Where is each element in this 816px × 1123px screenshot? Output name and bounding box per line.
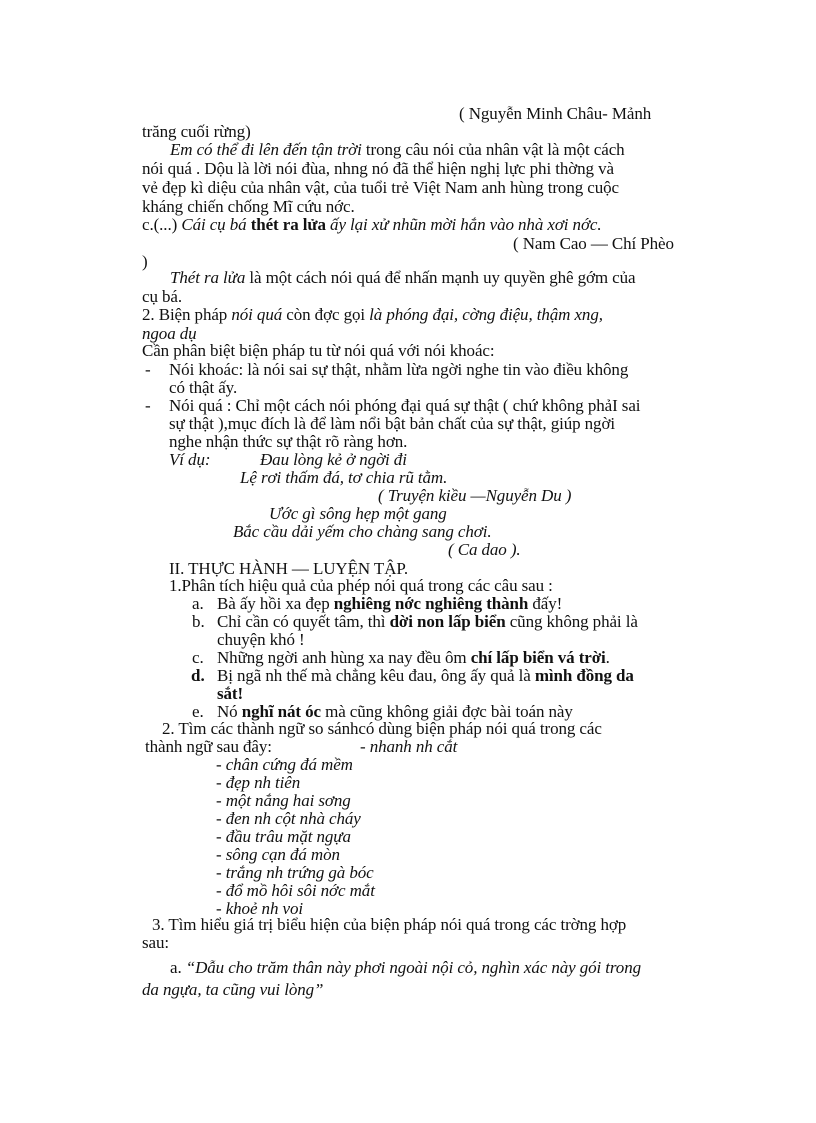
quoted-phrase: Em có thể đi lên đến tận trời [170,140,362,159]
idiom-item: - đầu trâu mặt ngựa [216,827,351,846]
example-label: Ví dụ: [169,450,211,469]
bullet-dash-1: - [145,360,151,379]
text-run: đấy! [528,594,563,613]
idiom-item: - trắng nh trứng gà bóc [216,863,374,882]
exercise-1-item-a-marker: a. [192,594,204,613]
poem-1-source: ( Truyện kiều —Nguyễn Du ) [378,486,572,505]
exercise-1-item-d-marker: d. [191,666,205,685]
exercise-1-item-d-cont: sắt! [217,684,244,703]
poem-1-line-1: Đau lòng kẻ ở ngời đi [260,450,407,469]
paragraph-1-line-1 [170,140,625,159]
quote-text: “Dẫu cho trăm thân này phơi ngoài nội cỏ, nghìn xác này gói trong [185,958,641,977]
section-2-heading-cont: ngoa dụ [142,324,197,343]
exercise-1-item-c [217,648,610,667]
idiom-item: - chân cứng đá mềm [216,755,353,774]
distinguish-intro: Cần phân biệt biện pháp tu từ nói quá với nói khoác: [142,341,495,360]
section-2-heading [142,305,603,324]
text-run: Chỉ cần có quyết tâm, thì [217,612,390,631]
poem-2-source: ( Ca dao ). [448,540,521,559]
exercise-1-item-d [217,666,634,685]
text-run: 2. Biện pháp [142,305,232,324]
bold-phrase: chí lấp biển vá trời [470,648,606,667]
poem-1-line-2: Lệ rơi thấm đá, tơ chia rũ tằm. [240,468,448,487]
bold-phrase: dời non lấp biển [389,612,506,631]
paragraph-1-line-3: vẻ đẹp kì diệu của nhân vật, của tuổi trẻ Việt Nam anh hùng trong cuộc [142,178,619,197]
section-title: II. THỰC HÀNH — LUYỆN TẬP. [169,559,408,578]
example-c-source: ( Nam Cao — Chí Phèo [513,234,674,253]
exercise-2-line-1: 2. Tìm các thành ngữ so sánhcó dùng biện pháp nói quá trong các [162,719,602,738]
bullet-1-line-1: Nói khoác: là nói sai sự thật, nhằm lừa ngời nghe tin vào điều không [169,360,629,379]
exercise-3a-line-1 [170,958,641,977]
exercise-3-line-2: sau: [142,933,169,952]
term: nói quá [231,305,283,324]
exercise-1-item-b [217,612,638,631]
bold-phrase: thét ra lửa [250,215,326,234]
exercise-1-item-c-marker: c. [192,648,204,667]
exercise-1-item-a [217,594,562,613]
text-run: ấy lại xử nhũn mời hắn vào nhà xơi nớc. [325,215,602,234]
exercise-1-item-b-marker: b. [192,612,205,631]
text-run: Cái cụ bá [181,215,251,234]
idiom-item: - một nắng hai sơng [216,791,351,810]
exercise-2-line-2: thành ngữ sau đây: [145,737,272,756]
example-c-prefix: c.(...) [142,215,182,234]
text-run: Nó [217,702,242,721]
source-citation-cont: trăng cuối rừng) [142,122,251,141]
text-run: là một cách nói quá để nhấn mạnh uy quyền ghê gớm của [245,268,636,287]
quoted-phrase: Thét ra lửa [170,268,246,287]
poem-2-line-2: Bắc cầu dải yếm cho chàng sang chơi. [233,522,492,541]
paragraph-1-line-4: kháng chiến chống Mĩ cứu nớc. [142,197,355,216]
bullet-2-line-1: Nói quá : Chỉ một cách nói phóng đại quá sự thật ( chứ không phảI sai [169,396,641,415]
idiom-item: - đổ mồ hôi sôi nớc mắt [216,881,375,900]
bold-phrase: mình đồng da [534,666,634,685]
exercise-3a-marker: a. [170,958,186,977]
example-c-line [142,215,602,234]
exercise-3a-line-2: da ngựa, ta cũng vui lòng” [142,980,324,999]
exercise-1-item-e-marker: e. [192,702,204,721]
bullet-1-line-2: có thật ấy. [169,378,238,397]
exercise-1-item-b-cont: chuyện khó ! [217,630,305,649]
exercise-1-title: 1.Phân tích hiệu quả của phép nói quá trong các câu sau : [169,576,553,595]
text-run: Bà ấy hồi xa đẹp [217,594,334,613]
text-run: cũng không phải là [505,612,638,631]
idiom-item: - đẹp nh tiên [216,773,301,792]
source-citation: ( Nguyễn Minh Châu- Mảnh [459,104,652,123]
poem-2-line-1: Ước gì sông hẹp một gang [269,504,447,523]
text-run: mà cũng không giải đợc bài toán này [320,702,573,721]
idiom-item: - đen nh cột nhà cháy [216,809,361,828]
paragraph-2-line-1 [170,268,635,287]
paragraph-1-line-2: nói quá . Dộu là lời nói đùa, nhng nó đã thể hiện nghị lực phi thờng và [142,159,614,178]
text-run: còn đợc gọi [282,305,370,324]
text-run: Những ngời anh hùng xa nay đều ôm [217,648,471,667]
idiom-item: - khoẻ nh voi [216,899,303,918]
paragraph-2-line-2: cụ bá. [142,287,182,306]
text-run: . [605,648,610,667]
synonyms: là phóng đại, cờng điệu, thậm xng, [369,305,603,324]
text-run: trong câu nói của nhân vật là một cách [361,140,625,159]
idiom-item: - nhanh nh cắt [360,737,458,756]
bullet-2-line-3: nghe nhận thức sự thật rõ ràng hơn. [169,432,408,451]
text-run: Bị ngã nh thế mà chẳng kêu đau, ông ấy quả là [217,666,535,685]
bold-phrase: nghĩ nát óc [241,702,321,721]
example-c-source-close: ) [142,252,148,271]
bullet-dash-2: - [145,396,151,415]
idiom-item: - sông cạn đá mòn [216,845,340,864]
exercise-3-line-1: 3. Tìm hiểu giá trị biểu hiện của biện pháp nói quá trong các trờng hợp [152,915,627,934]
bullet-2-line-2: sự thật ),mục đích là để làm nổi bật bản chất của sự thật, giúp ngời [169,414,615,433]
bold-phrase: nghiêng nớc nghiêng thành [333,594,529,613]
